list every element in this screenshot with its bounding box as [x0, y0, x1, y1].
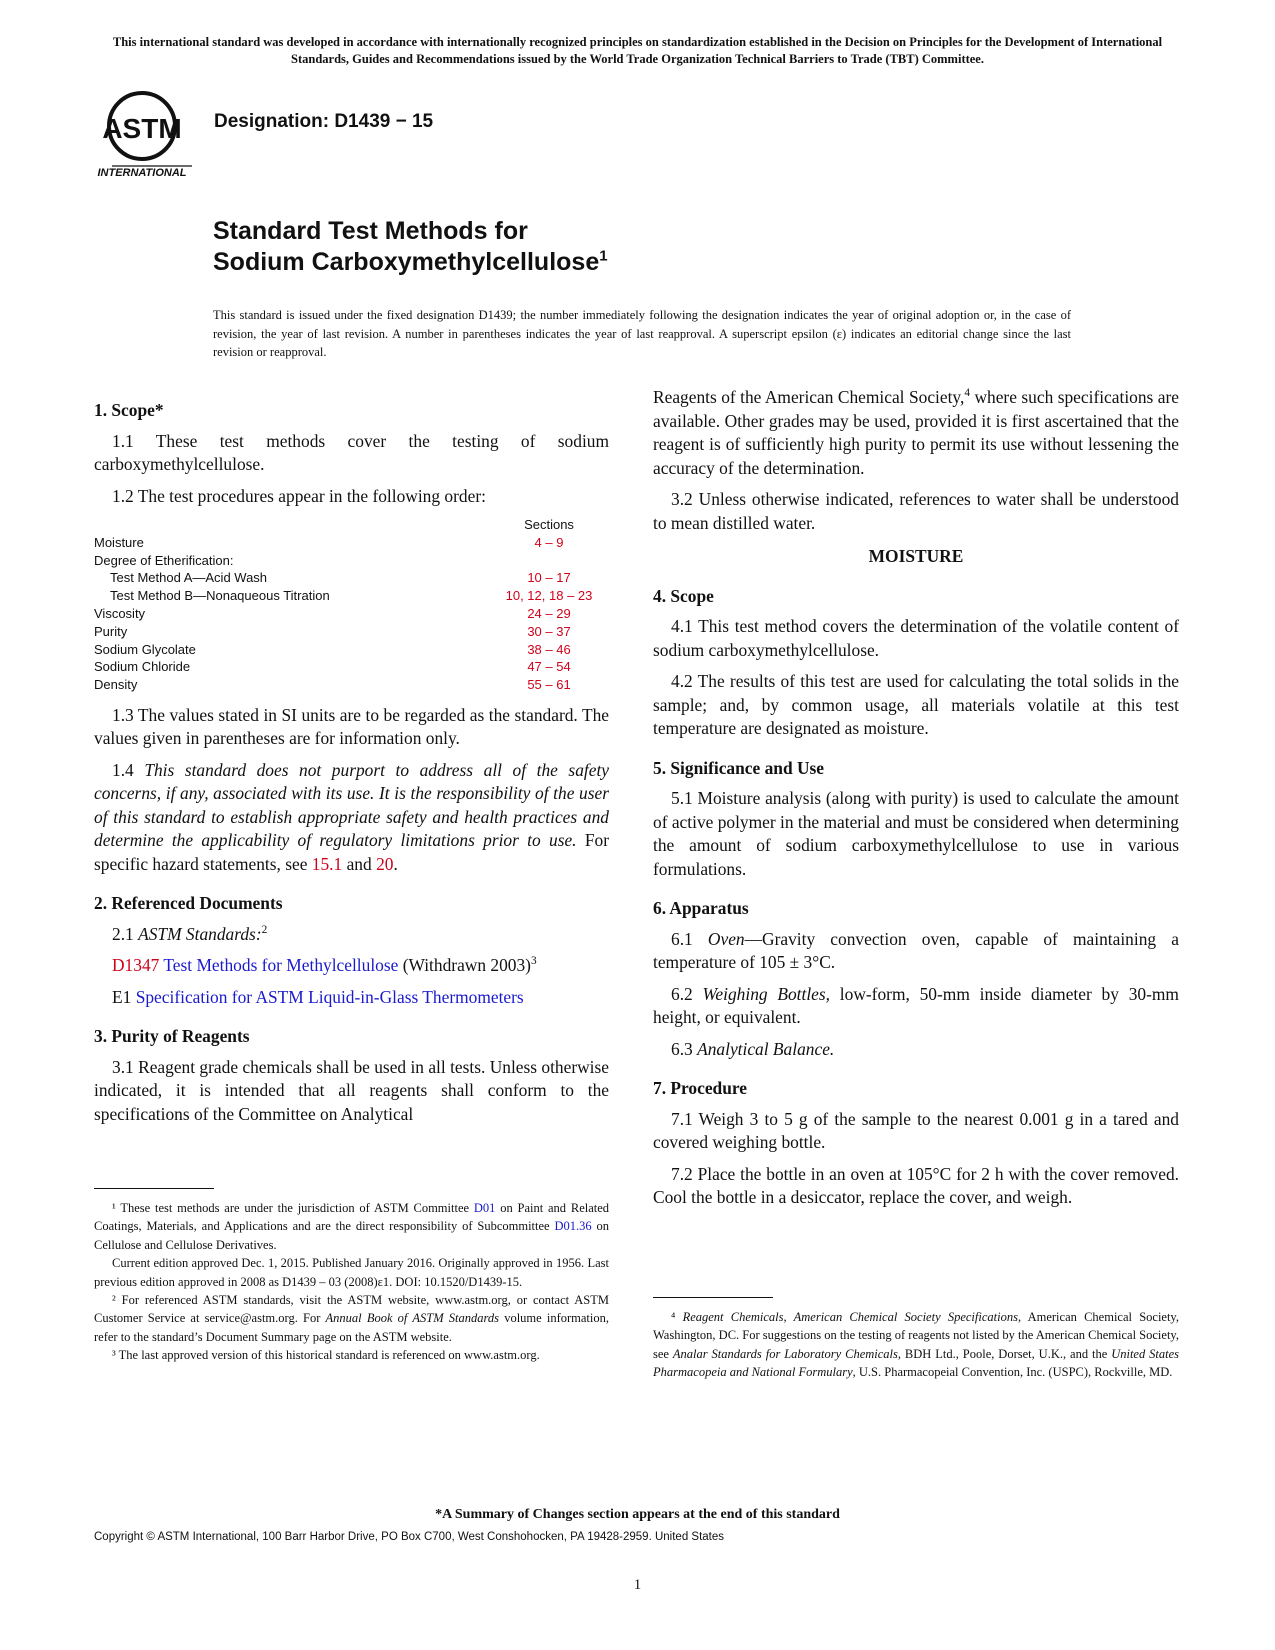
logo-mark: ASTM — [102, 113, 182, 144]
title-footnote-ref[interactable]: 1 — [599, 247, 608, 265]
footnote: ¹ These test methods are under the jurisdiction of ASTM Committee D01 on Paint and Related Coatings, Materials, and Applications and are the direct responsibility of Subcommittee D01.36 on Cellulose and Cellulose Derivatives. — [94, 1201, 610, 1252]
footnote-rule — [94, 1188, 214, 1189]
astm-logo — [92, 88, 196, 180]
subcommittee-link[interactable]: D01.36 — [554, 1219, 592, 1234]
paragraph: 5.1 Moisture analysis (along with purity) is used to calculate the amount of active polymer in the material and must be considered when determining the amount of sodium carboxymethylcellulose to use in various formulations. — [653, 788, 1179, 879]
table-row: Test Method A—Acid Wash 10 – 17 — [94, 569, 609, 587]
paragraph: 3.2 Unless otherwise indicated, references to water shall be understood to mean distilled water. — [653, 489, 1179, 533]
procedure-order-table — [94, 516, 609, 694]
page-number: 1 — [633, 1577, 642, 1593]
paragraph: 4.1 This test method covers the determination of the volatile content of sodium carboxymethylcellulose. — [653, 616, 1179, 660]
paragraph: 6.1 Oven—Gravity convection oven, capable of maintaining a temperature of 105 ± 3°C. — [653, 928, 1179, 972]
footnote-ref[interactable]: 2 — [261, 924, 268, 937]
reference-title-link[interactable]: Test Methods for Methylcellulose — [163, 955, 399, 976]
paragraph: 2.1 ASTM Standards:$^2$ — [112, 923, 268, 944]
paragraph: 1.2 The test procedures appear in the following order: — [112, 485, 486, 506]
section-heading: 1. Scope* — [94, 400, 164, 420]
section-link[interactable]: 30 – 37 — [527, 623, 571, 639]
paragraph: Reagents of the American Chemical Society,$^4$ where such specifications are available. Other grades may be used, provided it is first ascertained that the reagent is of sufficiently high purity to permit its use without lessening the accuracy of the determination. — [653, 387, 1179, 478]
sections-header: Sections — [524, 517, 574, 532]
designation: Designation: D1439 − 15 — [214, 111, 434, 132]
paragraph: 3.1 Reagent grade chemicals shall be used in all tests. Unless otherwise indicated, it is intended that all reagents shall conform to the specifications of the Committee on Analytical — [94, 1056, 609, 1124]
table-row: Degree of Etherification: — [94, 552, 234, 568]
section-link[interactable]: 20 — [376, 853, 394, 874]
section-link[interactable]: 47 – 54 — [527, 659, 571, 675]
footnote: ³ The last approved version of this historical standard is referenced on www.astm.org. — [112, 1348, 540, 1363]
footnote: ⁴ Reagent Chemicals, American Chemical Society Specifications, American Chemical Society, Washington, DC. For suggestions on the testing of reagents not listed by the American Chemical Society, see Analar Standards for Laboratory Chemicals, BDH Ltd., Poole, Dorset, U.K., and the United States Pharmacopeia and National Formulary, U.S. Pharmacopeial Convention, Inc. (USPC), Rockville, MD. — [653, 1310, 1180, 1380]
document-title — [213, 216, 608, 278]
section-heading: 7. Procedure — [653, 1078, 748, 1098]
paragraph: 1.3 The values stated in SI units are to be regarded as the standard. The values given in parentheses are for information only. — [94, 704, 609, 749]
table-row: Sodium Glycolate 38 – 46 — [94, 641, 609, 659]
section-heading: 6. Apparatus — [653, 898, 749, 918]
reference-title-link[interactable]: Specification for ASTM Liquid-in-Glass Thermometers — [135, 986, 524, 1007]
section-heading: 3. Purity of Reagents — [94, 1026, 250, 1047]
reference-item: D1347 Test Methods for Methylcellulose (Withdrawn 2003)$^3$ — [112, 955, 537, 976]
paragraph: 4.2 The results of this test are used for calculating the total solids in the sample; and, by common usage, all materials volatile at this test temperature are designated as moisture. — [653, 671, 1179, 738]
paragraph: 6.2 Weighing Bottles, low-form, 50-mm inside diameter by 30-mm height, or equivalent. — [653, 983, 1179, 1027]
table-row: Moisture 4 – 9 — [94, 534, 609, 552]
safety-paragraph: 1.4 This standard does not purport to address all of the safety concerns, if any, associated with its use. It is the responsibility of the user of this standard to establish appropriate safety and health practices and determine the applicability of regulatory limitations prior to use. For specific hazard statements, see 15.1 and 20. — [94, 759, 609, 874]
title-line1: Standard Test Methods for — [213, 217, 528, 245]
reference-item: E1 Specification for ASTM Liquid-in-Glass Thermometers — [112, 986, 524, 1007]
right-column — [653, 386, 1179, 1218]
footnote-ref[interactable]: 4 — [964, 387, 970, 400]
table-row: Purity 30 – 37 — [94, 623, 609, 641]
paragraph: 6.3 Analytical Balance. — [671, 1038, 835, 1059]
section-heading: 5. Significance and Use — [653, 757, 825, 778]
issuance-statement: This standard is issued under the fixed designation D1439; the number immediately following the designation indicates the year of original adoption or, in the case of revision, the year of last revision. A number in parentheses indicates the year of last reapproval. A superscript epsilon (ε) indicates an editorial change since the last revision or reapproval. — [213, 308, 1071, 359]
paragraph: 1.1 These test methods cover the testing of sodium carboxymethylcellulose. — [94, 430, 609, 474]
reference-code-link[interactable]: D1347 — [112, 955, 160, 976]
section-heading: 4. Scope — [653, 585, 714, 606]
section-link[interactable]: 24 – 29 — [527, 605, 571, 621]
paragraph: 7.2 Place the bottle in an oven at 105°C for 2 h with the cover removed. Cool the bottle in a desiccator, replace the cover, and weigh. — [653, 1163, 1179, 1207]
footnote: Current edition approved Dec. 1, 2015. Published January 2016. Originally approved in 1956. Last previous edition approved in 2008 as D1439 – 03 (2008)ε1. DOI: 10.1520/D1439-15. — [94, 1256, 609, 1289]
footnotes-right — [653, 1308, 1179, 1382]
summary-note: *A Summary of Changes section appears at the end of this standard — [435, 1507, 840, 1522]
section-link[interactable]: 10, 12, 18 – 23 — [505, 588, 593, 604]
footnote: ² For referenced ASTM standards, visit the ASTM website, www.astm.org, or contact ASTM Customer Service at service@astm.org. For Annual Book of ASTM Standards volume information, refer to the standard’s Document Summary page on the ASTM website. — [94, 1293, 609, 1344]
left-column — [94, 399, 609, 1134]
table-row: Viscosity 24 – 29 — [94, 605, 609, 623]
logo-text: INTERNATIONAL — [97, 167, 187, 179]
part-heading: MOISTURE — [868, 546, 964, 566]
section-link[interactable]: 15.1 — [311, 853, 343, 874]
table-row: Test Method B—Nonaqueous Titration 10, 12, 18 – 23 — [94, 587, 609, 605]
committee-link[interactable]: D01 — [473, 1201, 496, 1215]
section-link[interactable]: 38 – 46 — [527, 641, 571, 657]
footnotes-left — [94, 1199, 609, 1365]
table-row: Sodium Chloride 47 – 54 — [94, 658, 609, 676]
title-line2: Sodium Carboxymethylcellulose — [213, 248, 600, 276]
footnote-rule — [653, 1297, 773, 1298]
section-link[interactable]: 4 – 9 — [534, 534, 564, 550]
copyright: Copyright © ASTM International, 100 Barr Harbor Drive, PO Box C700, West Conshohocken, PA 19428-2959. United States — [94, 1531, 725, 1543]
wto-notice: This international standard was developed in accordance with internationally recognized principles on standardization established in the Decision on Principles for the Development of International Standards, Guides and Recommendations issued by the World Trade Organization Technical Barriers to Trade (TBT) Committee. — [112, 35, 1163, 66]
table-row: Density 55 – 61 — [94, 676, 609, 694]
section-link[interactable]: 10 – 17 — [527, 570, 571, 586]
section-link[interactable]: 55 – 61 — [527, 677, 571, 693]
paragraph: 7.1 Weigh 3 to 5 g of the sample to the nearest 0.001 g in a tared and covered weighing bottle. — [653, 1108, 1179, 1152]
section-heading: 2. Referenced Documents — [94, 893, 283, 914]
footnote-ref[interactable]: 3 — [530, 955, 537, 968]
